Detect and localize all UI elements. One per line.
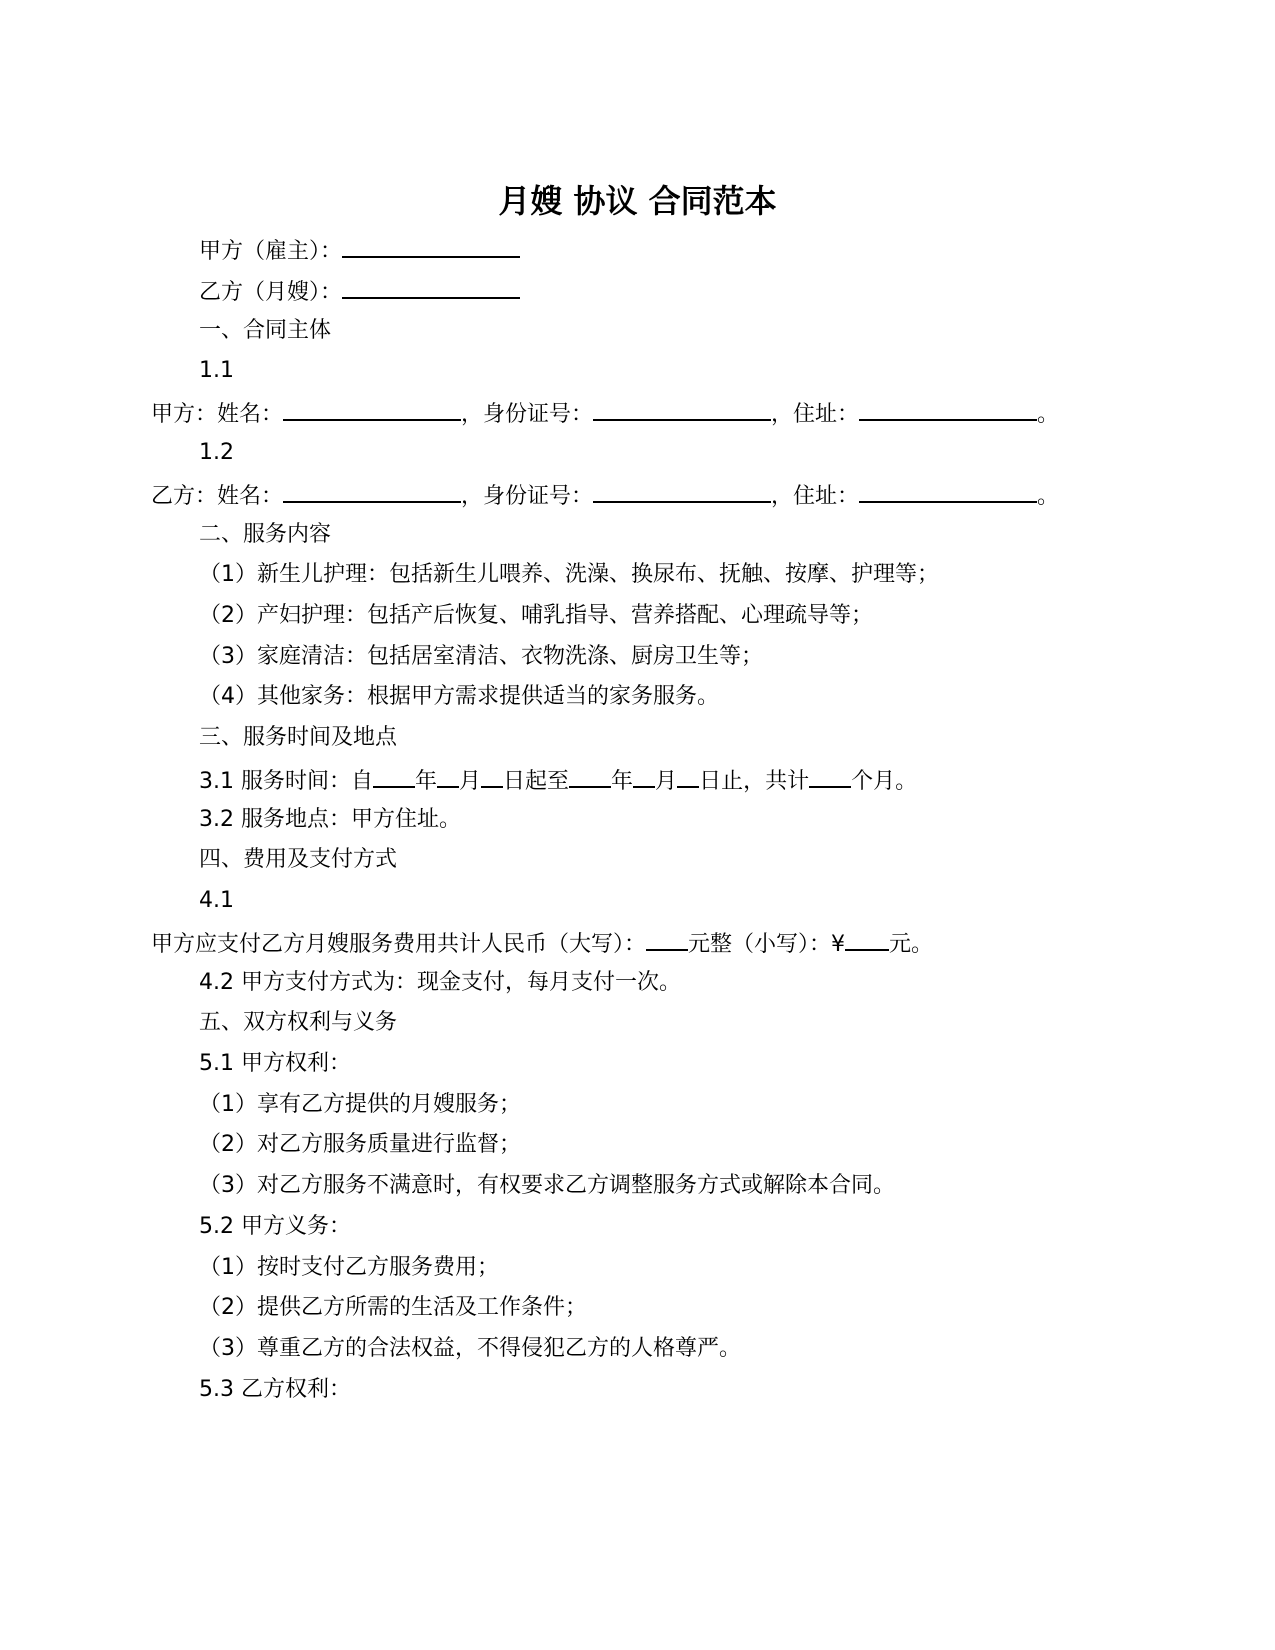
clause-1-2-number: 1.2 <box>199 440 234 465</box>
a-address-label: ，住址： <box>771 402 860 427</box>
fee-lower-blank[interactable] <box>845 927 889 951</box>
end-day-blank[interactable] <box>677 764 699 788</box>
year-label: 年 <box>414 769 437 794</box>
fee-lower-label: 元整（小写）：¥ <box>688 932 846 957</box>
rights-item: （1）享有乙方提供的月嫂服务； <box>199 1092 521 1117</box>
clause-4-1-text <box>151 927 933 960</box>
year-label: 年 <box>611 769 634 794</box>
section-2-heading: 二、服务内容 <box>199 522 332 547</box>
service-item: （2）产妇护理：包括产后恢复、哺乳指导、营养搭配、心理疏导等； <box>199 603 873 628</box>
a-name-label: 甲方：姓名： <box>151 402 284 427</box>
start-month-blank[interactable] <box>437 764 459 788</box>
section-3-heading: 三、服务时间及地点 <box>199 725 398 750</box>
party-b-label: 乙方（月嫂）： <box>199 280 343 305</box>
month-label: 月 <box>655 769 678 794</box>
b-name-blank[interactable] <box>283 479 461 503</box>
months-label: 个月。 <box>851 769 918 794</box>
clause-3-1 <box>199 764 917 797</box>
rights-item: （2）对乙方服务质量进行监督； <box>199 1132 521 1157</box>
start-year-blank[interactable] <box>373 764 415 788</box>
clause-5-2: 5.2 甲方义务： <box>199 1214 351 1239</box>
rights-item: （3）对乙方服务不满意时，有权要求乙方调整服务方式或解除本合同。 <box>199 1173 895 1198</box>
b-address-blank[interactable] <box>859 479 1037 503</box>
a-name-blank[interactable] <box>283 397 461 421</box>
end-year-blank[interactable] <box>569 764 611 788</box>
clause-4-2: 4.2 甲方支付方式为：现金支付，每月支付一次。 <box>199 970 681 995</box>
clause-1-2-text <box>151 479 1059 512</box>
fee-end-label: 元。 <box>889 932 934 957</box>
party-a-blank[interactable] <box>342 234 520 258</box>
clause-3-2: 3.2 服务地点：甲方住址。 <box>199 807 461 832</box>
b-name-label: 乙方：姓名： <box>151 484 284 509</box>
a-id-blank[interactable] <box>593 397 771 421</box>
service-item: （4）其他家务：根据甲方需求提供适当的家务服务。 <box>199 684 719 709</box>
a-id-label: ，身份证号： <box>461 402 594 427</box>
b-id-blank[interactable] <box>593 479 771 503</box>
party-a-label: 甲方（雇主）： <box>199 239 343 264</box>
party-b-line <box>199 275 520 308</box>
b-id-label: ，身份证号： <box>461 484 594 509</box>
clause-1-1-number: 1.1 <box>199 358 234 383</box>
section-4-heading: 四、费用及支付方式 <box>199 847 398 872</box>
document-title: 月嫂 协议 合同范本 <box>498 182 777 220</box>
duties-item: （2）提供乙方所需的生活及工作条件； <box>199 1295 587 1320</box>
service-time-label: 3.1 服务时间：自 <box>199 769 373 794</box>
months-count-blank[interactable] <box>809 764 851 788</box>
service-item: （3）家庭清洁：包括居室清洁、衣物洗涤、厨房卫生等； <box>199 644 763 669</box>
end-month-blank[interactable] <box>633 764 655 788</box>
service-item: （1）新生儿护理：包括新生儿喂养、洗澡、换尿布、抚触、按摩、护理等； <box>199 562 939 587</box>
a-address-blank[interactable] <box>859 397 1037 421</box>
fee-upper-blank[interactable] <box>646 927 688 951</box>
clause-5-3: 5.3 乙方权利： <box>199 1377 351 1402</box>
month-label: 月 <box>459 769 482 794</box>
clause-4-1-number: 4.1 <box>199 888 234 913</box>
section-5-heading: 五、双方权利与义务 <box>199 1010 398 1035</box>
day-to-label: 日止，共计 <box>699 769 810 794</box>
duties-item: （1）按时支付乙方服务费用； <box>199 1255 499 1280</box>
b-address-label: ，住址： <box>771 484 860 509</box>
b-end-mark: 。 <box>1037 484 1060 509</box>
a-end-mark: 。 <box>1037 402 1060 427</box>
start-day-blank[interactable] <box>481 764 503 788</box>
clause-1-1-text <box>151 397 1059 430</box>
fee-label: 甲方应支付乙方月嫂服务费用共计人民币（大写）： <box>151 932 647 957</box>
party-a-line <box>199 234 520 267</box>
section-1-heading: 一、合同主体 <box>199 318 332 343</box>
day-from-label: 日起至 <box>503 769 570 794</box>
duties-item: （3）尊重乙方的合法权益，不得侵犯乙方的人格尊严。 <box>199 1336 741 1361</box>
clause-5-1: 5.1 甲方权利： <box>199 1051 351 1076</box>
party-b-blank[interactable] <box>342 275 520 299</box>
